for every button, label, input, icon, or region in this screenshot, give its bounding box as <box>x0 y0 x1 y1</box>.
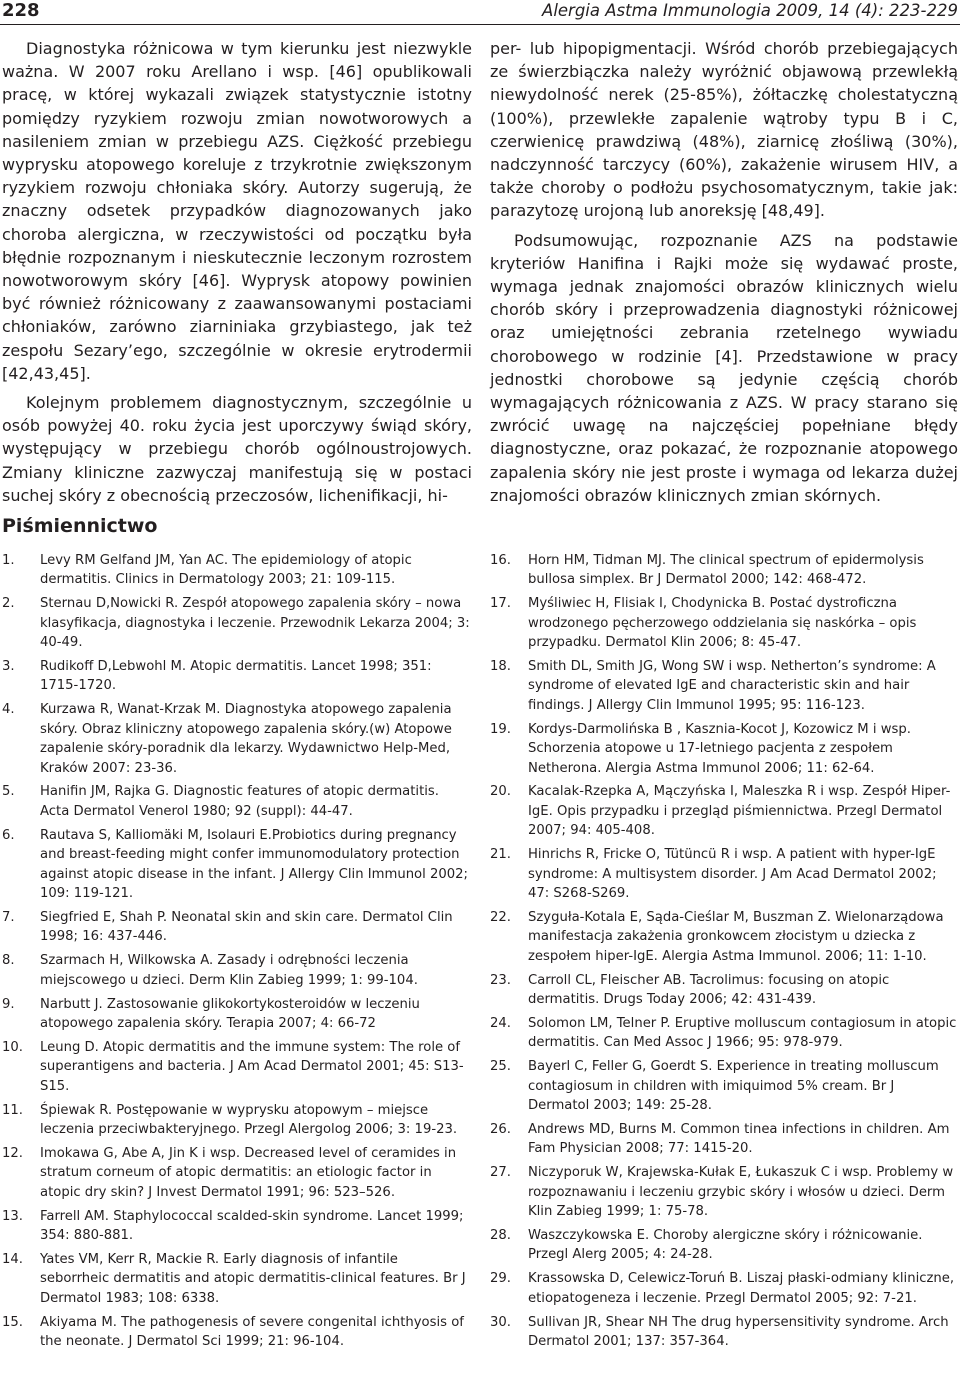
reference-number: 20. <box>490 784 511 800</box>
body-column-right <box>490 37 958 507</box>
reference-text: Myśliwiec H, Flisiak I, Chodynicka B. Postać dystroficzna wrodzonego pęcherzowego oddzielania się naskórka – opis przypadku. Dermatol Klin 2006; 8: 45-47. <box>528 596 917 651</box>
reference-number: 5. <box>2 784 15 800</box>
reference-text: Szarmach H, Wilkowska A. Zasady i odrębności leczenia miejscowego u dzieci. Derm Klin Zabieg 1999; 1: 99-104. <box>40 953 418 988</box>
body-column-left <box>2 37 472 507</box>
reference-item <box>490 1120 958 1159</box>
reference-text: Śpiewak R. Postępowanie w wyprysku atopowym – miejsce leczenia przeciwbakteryjnego. Przegl Alergolog 2006; 3: 19-23. <box>40 1102 458 1137</box>
page-header <box>0 0 960 24</box>
references-column-right <box>490 551 958 1356</box>
body-paragraph: Kolejnym problemem diagnostycznym, szczególnie u osób powyżej 40. roku życia jest uporczywy świąd skóry, występujący w przebiegu chorób ogólnoustrojowych. Zmiany kliniczne zazwyczaj manifestują się w postaci suchej skóry z obecnością przeczosów, lichenifikacji, hi- <box>2 393 472 505</box>
reference-number: 23. <box>490 972 511 988</box>
reference-text: Sullivan JR, Shear NH The drug hypersensitivity syndrome. Arch Dermatol 2001; 137: 357-364. <box>528 1314 949 1350</box>
journal-title: Alergia Astma Immunologia 2009, 14 (4): 223-229 <box>542 1 958 20</box>
reference-text: Bayerl C, Feller G, Goerdt S. Experience in treating molluscum contagiosum in children with imiquimod 5% cream. Br J Dermatol 2003; 149: 25-28. <box>528 1059 939 1114</box>
reference-number: 28. <box>490 1228 511 1243</box>
reference-number: 17. <box>490 596 511 612</box>
reference-text: Krassowska D, Celewicz-Toruń B. Liszaj płaski-odmiany kliniczne, etiopatogeneza i leczenie. Przegl Dermatol 2005; 92: 7-21. <box>528 1271 955 1306</box>
reference-item <box>2 782 470 821</box>
reference-item <box>2 551 470 590</box>
reference-item <box>2 1250 470 1308</box>
reference-item <box>2 1038 470 1096</box>
reference-item <box>490 971 958 1010</box>
reference-text: Levy RM Gelfand JM, Yan AC. The epidemiology of atopic dermatitis. Clinics in Dermatology 2003; 21: 109-115. <box>40 553 412 588</box>
reference-text: Szyguła-Kotala E, Sąda-Cieślar M, Buszman Z. Wielonarządowa manifestacja zakażenia gronkowcem złocistym u dziecka z zespołem hiper-IgE. Alergia Astma Immunol. 2006; 11: 1-10. <box>528 909 944 964</box>
reference-number: 21. <box>490 847 511 863</box>
reference-number: 25. <box>490 1059 511 1075</box>
reference-text: Andrews MD, Burns M. Common tinea infections in children. Am Fam Physician 2008; 77: 1415-20. <box>528 1121 950 1157</box>
reference-number: 19. <box>490 721 511 737</box>
reference-text: Waszczykowska E. Choroby alergiczne skóry i różnicowanie. Przegl Alerg 2005; 4: 24-28. <box>528 1228 923 1263</box>
reference-item <box>490 1057 958 1115</box>
reference-text: Narbutt J. Zastosowanie glikokortykosteroidów w leczeniu atopowego zapalenia skóry. Terapia 2007; 4: 66-72 <box>40 996 420 1031</box>
reference-text: Siegfried E, Shah P. Neonatal skin and skin care. Dermatol Clin 1998; 16: 437-446. <box>40 909 453 945</box>
reference-item <box>2 1313 470 1352</box>
reference-item <box>490 720 958 778</box>
reference-number: 26. <box>490 1121 511 1137</box>
reference-number: 22. <box>490 909 511 925</box>
reference-item <box>2 951 470 990</box>
reference-number: 3. <box>2 659 15 675</box>
reference-item <box>2 995 470 1034</box>
reference-text: Rudikoff D,Lebwohl M. Atopic dermatitis. Lancet 1998; 351: 1715-1720. <box>40 659 432 694</box>
reference-number: 14. <box>2 1251 23 1267</box>
reference-number: 27. <box>490 1165 511 1181</box>
reference-item <box>2 594 470 652</box>
reference-item <box>490 1269 958 1308</box>
reference-item <box>490 1313 958 1352</box>
body-paragraph: Podsumowując, rozpoznanie AZS na podstawie kryteriów Hanifina i Rajki może się wydawać proste, wymaga jednak znajomości obrazów klinicznych wielu chorób skóry i przeprowadzenia diagnostyki różnicowej oraz umiejętności zebrania rzetelnego wywiadu chorobowego w rodzinie [4]. Przedstawione w pracy jednostki chorobowe są jedynie częścią chorób wymagających różnicowania z AZS. W pracy starano się zwrócić uwagę na najczęściej popełniane błędy diagnostyczne, oraz pokazać, że rozpoznanie atopowego zapalenia skóry nie jest proste i wymaga od lekarza dużej znajomości obrazów klinicznych zmian skórnych. <box>490 230 958 505</box>
references-column-left <box>2 551 470 1356</box>
reference-number: 12. <box>2 1145 23 1161</box>
reference-number: 16. <box>490 553 511 568</box>
reference-text: Niczyporuk W, Krajewska-Kułak E, Łukaszuk C i wsp. Problemy w rozpoznawaniu i leczeniu grzybic skóry i włosów u dzieci. Derm Klin Zabieg 1999; 1: 75-78. <box>528 1165 954 1220</box>
body-paragraph: per- lub hipopigmentacji. Wśród chorób przebiegających ze świerzbiączka należy wyróżnić objawową przewlekłą niewydolność nerek (25-85%), żółtaczkę cholestatyczną (100%), przewlekłe zapalenie wątroby typu B i C, czerwienicę prawdziwą (48%), ziarnicę złośliwą (30%), nadczynność tarczycy (60%), zakażenie wirusem HIV, a także choroby o podłożu psychosomatycznym, takie jak: parazytozę urojoną lub anoreksję [48,49]. <box>490 39 958 221</box>
reference-number: 8. <box>2 953 15 969</box>
body-paragraph: Diagnostyka różnicowa w tym kierunku jest niezwykle ważna. W 2007 roku Arellano i wsp. [46] opublikowali pracę, w której wykazali związek statystycznie istotny pomiędzy ryzykiem rozwoju zmian nowotworowych a nasileniem zmian w przebiegu AZS. Ciężkość przebiegu wyprysku atopowego koreluje z trzykrotnie zwiększonym ryzykiem rozwoju chłoniaka skóry. Autorzy sugerują, że znaczny odsetek przypadków diagnozowanych jako choroba alergiczna, w rzeczywistości od początku była błędnie rozpoznanym i nieskutecznie leczonym rozrostem nowotworowym skóry [46]. Wyprysk atopowy powinien być również różnicowany z zaawansowanymi postaciami chłoniaków, zarówno ziarniniaka grzybiastego, jak też zespołu Sezary’ego, szczególnie w okresie erytrodermii [42,43,45]. <box>2 39 472 383</box>
reference-text: Kordys-Darmolińska B , Kasznia-Kocot J, Kozowicz M i wsp. Schorzenia atopowe u 17-letniego pacjenta z zespołem Netherona. Alergia Astma Immunol 2006; 11: 62-64. <box>528 721 911 776</box>
reference-text: Hinrichs R, Fricke O, Tütüncü R i wsp. A patient with hyper-IgE syndrome: A multisystem disorder. J Am Acad Dermatol 2002; 47: S268-S269. <box>528 847 937 901</box>
references-heading: Piśmiennictwo <box>2 515 158 537</box>
reference-number: 6. <box>2 827 15 843</box>
reference-text: Smith DL, Smith JG, Wong SW i wsp. Netherton’s syndrome: A syndrome of elevated IgE and characteristic skin and hair findings. J Allergy Clin Immunol 1995; 95: 116-123. <box>528 659 936 713</box>
reference-text: Rautava S, Kalliomäki M, Isolauri E.Probiotics during pregnancy and breast-feeding might confer immunomodulatory protection against atopic disease in the infant. J Allergy Clin Immunol 2002; 109: 119-121. <box>40 827 468 901</box>
reference-item <box>490 1226 958 1265</box>
reference-item <box>490 551 958 590</box>
reference-item <box>2 1144 470 1202</box>
reference-number: 18. <box>490 659 511 675</box>
reference-text: Carroll CL, Fleischer AB. Tacrolimus: focusing on atopic dermatitis. Drugs Today 2006; 42: 431-439. <box>528 972 890 1008</box>
reference-text: Akiyama M. The pathogenesis of severe congenital ichthyosis of the neonate. J Dermatol Sci 1999; 21: 96-104. <box>40 1314 464 1350</box>
reference-number: 15. <box>2 1314 23 1330</box>
reference-number: 11. <box>2 1102 23 1118</box>
reference-number: 1. <box>2 553 15 568</box>
reference-item <box>2 908 470 947</box>
reference-item <box>2 1207 470 1246</box>
reference-item <box>490 594 958 652</box>
page-number: 228 <box>2 0 40 21</box>
reference-item <box>2 1101 470 1140</box>
reference-item <box>2 826 470 904</box>
reference-item <box>2 700 470 778</box>
reference-number: 13. <box>2 1208 23 1224</box>
reference-number: 29. <box>490 1271 511 1287</box>
header-rule <box>0 24 960 25</box>
reference-text: Hanifin JM, Rajka G. Diagnostic features of atopic dermatitis. Acta Dermatol Venerol 1980; 92 (suppl): 44-47. <box>40 784 439 819</box>
reference-text: Horn HM, Tidman MJ. The clinical spectrum of epidermolysis bullosa simplex. Br J Dermatol 2000; 142: 468-472. <box>528 553 924 588</box>
reference-item <box>490 782 958 840</box>
reference-item <box>490 1163 958 1221</box>
reference-item <box>490 908 958 966</box>
reference-number: 10. <box>2 1039 23 1055</box>
reference-text: Imokawa G, Abe A, Jin K i wsp. Decreased level of ceramides in stratum corneum of atopic dermatitis: an etiologic factor in atopic dry skin? J Invest Dermatol 1991; 96: 523–526. <box>40 1145 457 1200</box>
reference-number: 4. <box>2 702 15 718</box>
reference-item <box>2 657 470 696</box>
reference-number: 9. <box>2 996 15 1012</box>
reference-text: Leung D. Atopic dermatitis and the immune system: The role of superantigens and bacteria. J Am Acad Dermatol 2001; 45: S13-S15. <box>40 1039 464 1094</box>
reference-number: 2. <box>2 596 15 612</box>
reference-text: Farrell AM. Staphylococcal scalded-skin syndrome. Lancet 1999; 354: 880-881. <box>40 1208 464 1243</box>
reference-text: Yates VM, Kerr R, Mackie R. Early diagnosis of infantile seborrheic dermatitis and atopic dermatitis-clinical features. Br J Dermatol 1983; 108: 6338. <box>40 1251 466 1306</box>
reference-text: Kacalak-Rzepka A, Mączyńska I, Maleszka R i wsp. Zespół Hiper-IgE. Opis przypadku i przegląd piśmiennictwa. Przegl Dermatol 2007; 94: 405-408. <box>528 784 951 839</box>
reference-number: 7. <box>2 909 15 925</box>
reference-item <box>490 845 958 903</box>
reference-number: 24. <box>490 1015 511 1031</box>
reference-text: Sternau D,Nowicki R. Zespół atopowego zapalenia skóry – nowa klasyfikacja, diagnostyka i leczenie. Przewodnik Lekarza 2004; 3: 40-49. <box>40 596 470 651</box>
reference-item <box>490 1014 958 1053</box>
reference-item <box>490 657 958 715</box>
reference-text: Solomon LM, Telner P. Eruptive molluscum contagiosum in atopic dermatitis. Can Med Assoc J 1966; 95: 978-979. <box>528 1015 957 1051</box>
reference-text: Kurzawa R, Wanat-Krzak M. Diagnostyka atopowego zapalenia skóry. Obraz kliniczny atopowego zapalenia skóry.(w) Atopowe zapalenie skóry-poradnik dla lekarzy. Wydawnictwo Help-Med, Kraków 2007: 23-36. <box>40 702 452 776</box>
reference-number: 30. <box>490 1314 511 1330</box>
